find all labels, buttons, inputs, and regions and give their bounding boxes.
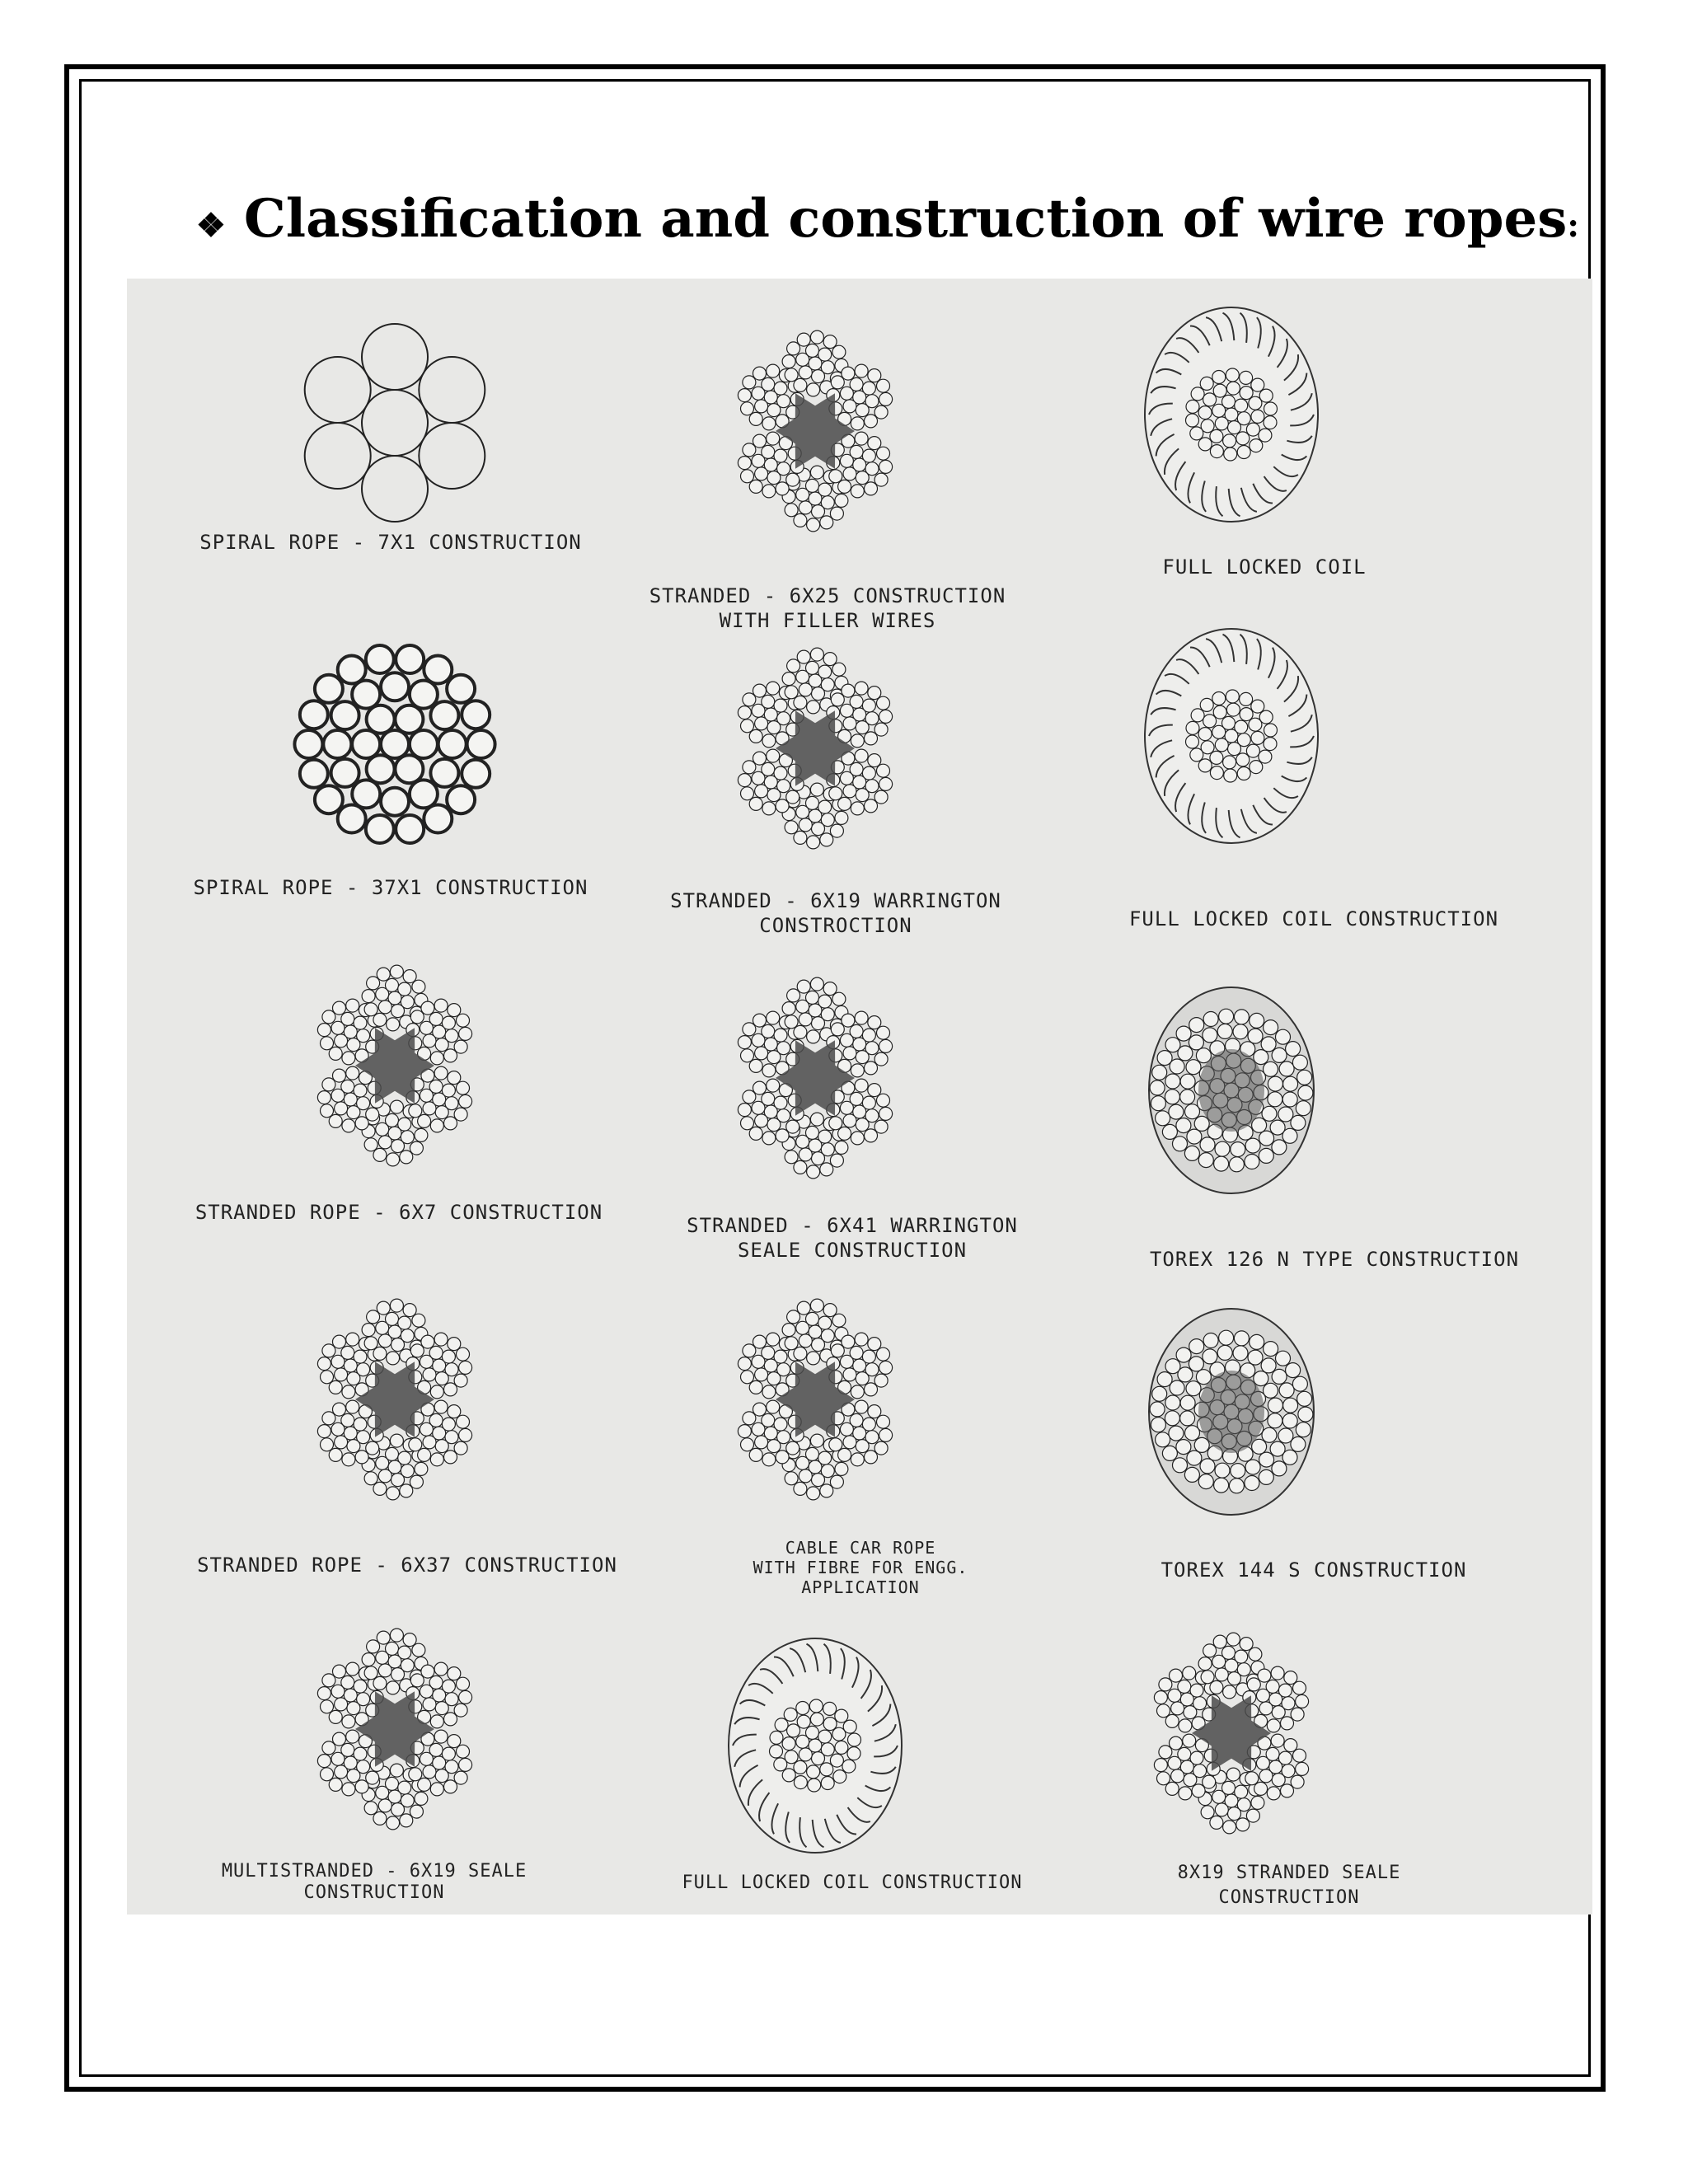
rope-section-13	[317, 1629, 471, 1830]
figure-caption-1: SPIRAL ROPE - 7X1 CONSTRUCTION	[199, 531, 582, 554]
rope-section-11	[738, 1299, 892, 1500]
rope-section-7	[317, 965, 471, 1166]
rope-section-12	[1149, 1309, 1314, 1515]
figure-caption-15: 8X19 STRANDED SEALE CONSTRUCTION	[1177, 1863, 1401, 1908]
rope-section-3	[1145, 307, 1318, 522]
rope-section-15	[1154, 1633, 1308, 1834]
figure-caption-5: STRANDED - 6X19 WARRINGTON CONSTROCTION	[670, 889, 1001, 937]
figure-caption-2: STRANDED - 6X25 CONSTRUCTION WITH FILLER WIRES	[649, 584, 1006, 632]
heading-colon: :	[1567, 206, 1579, 245]
rope-section-1	[305, 324, 485, 522]
figure-caption-11: CABLE CAR ROPE WITH FIBRE FOR ENGG. APPLICATION	[753, 1538, 968, 1597]
rope-section-14	[729, 1638, 902, 1853]
rope-section-5	[738, 648, 892, 849]
figure-caption-13: MULTISTRANDED - 6X19 SEALE CONSTRUCTION	[221, 1861, 528, 1903]
diamond-bullet-icon: ❖	[196, 206, 226, 245]
rope-section-2	[738, 330, 892, 532]
rope-section-6	[1145, 629, 1318, 843]
figure-caption-12: TOREX 144 S CONSTRUCTION	[1160, 1558, 1467, 1582]
figure-caption-8: STRANDED - 6X41 WARRINGTON SEALE CONSTRUCTION	[687, 1214, 1018, 1262]
rope-section-9	[1149, 987, 1314, 1193]
wire-rope-cross-sections	[127, 279, 1592, 1915]
figure-caption-4: SPIRAL ROPE - 37X1 CONSTRUCTION	[193, 876, 588, 899]
rope-section-4	[294, 645, 495, 843]
heading-title: Classification and construction of wire ropes	[243, 188, 1568, 250]
section-heading	[196, 188, 1579, 262]
figure-caption-3: FULL LOCKED COIL	[1162, 555, 1367, 579]
wire-rope-drawings-sheet	[127, 279, 1592, 1915]
figure-caption-7: STRANDED ROPE - 6X7 CONSTRUCTION	[195, 1201, 603, 1224]
rope-section-10	[317, 1299, 471, 1500]
figure-caption-9: TOREX 126 N TYPE CONSTRUCTION	[1149, 1248, 1520, 1271]
rope-section-8	[738, 977, 892, 1179]
figure-caption-14: FULL LOCKED COIL CONSTRUCTION	[682, 1872, 1023, 1893]
figure-caption-6: FULL LOCKED COIL CONSTRUCTION	[1128, 907, 1499, 930]
figure-caption-10: STRANDED ROPE - 6X37 CONSTRUCTION	[197, 1554, 617, 1577]
